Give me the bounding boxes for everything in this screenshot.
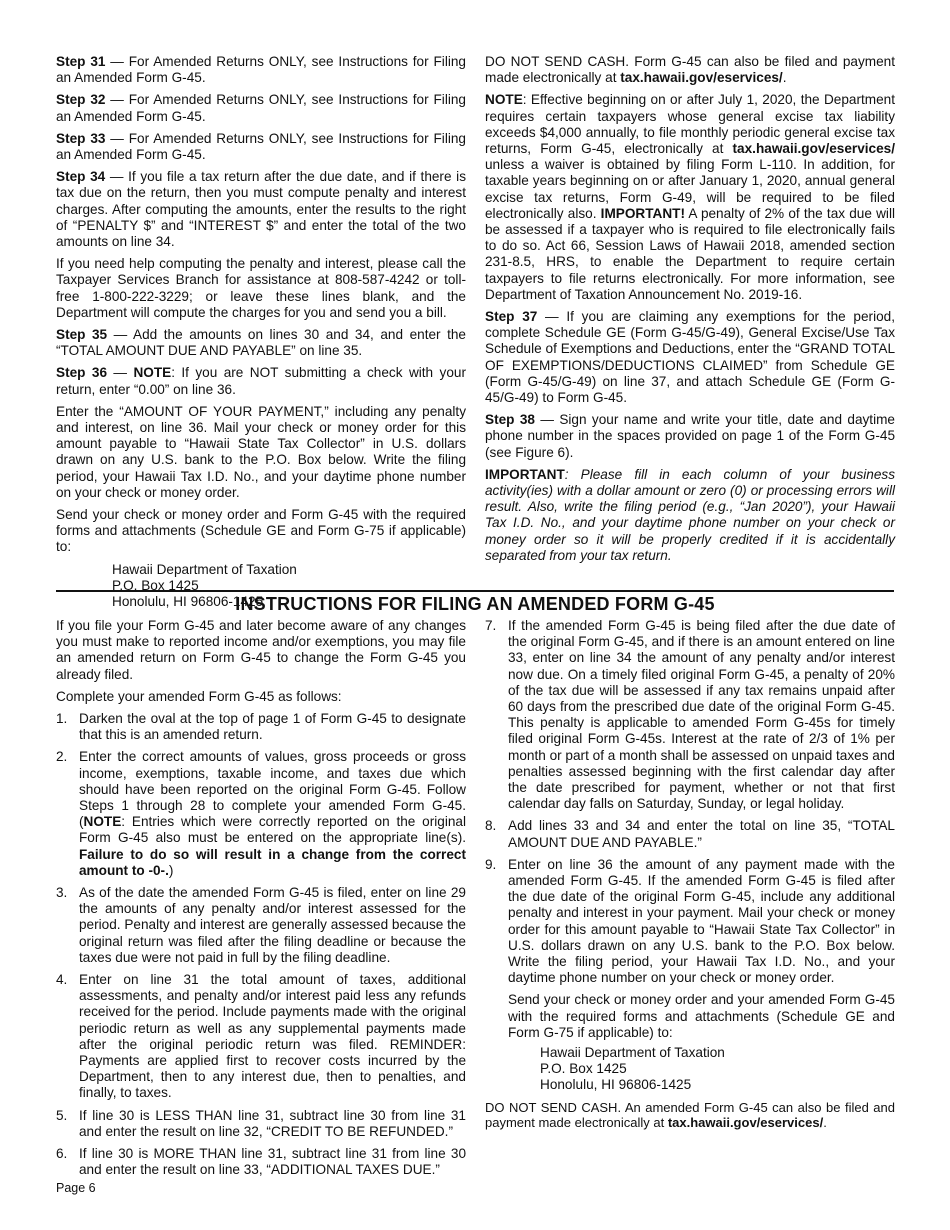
address-line: Honolulu, HI 96806-1425 (540, 1077, 692, 1093)
cash-paragraph: DO NOT SEND CASH. Form G-45 can also be filed and payment made electronically at tax.hawaii.gov/eservices/. (485, 54, 895, 86)
list-item: 1. Darken the oval at the top of page 1 of Form G-45 to designate that this is an amended return. (56, 711, 466, 743)
complete-text: Complete your amended Form G-45 as follows: (56, 688, 342, 704)
bottom-left-column (56, 618, 466, 1185)
send-paragraph: Send your check or money order and Form G-45 with the required forms and attachments (Schedule GE and Form G-75 if applicable) to: (56, 507, 466, 555)
step-34: Step 34 — If you file a tax return after the due date, and if there is tax due on the return, then you must compute penalty and interest charges. After computing the amounts, enter the results to the right of “PENALTY $” and “INTEREST $” and enter the total of the two amounts on line 34. (56, 169, 466, 250)
list-item: 8. Add lines 33 and 34 and enter the total on line 35, “TOTAL AMOUNT DUE AND PAYABLE.” (485, 818, 895, 850)
list-item: 2. Enter the correct amounts of values, gross proceeds or gross income, exemptions, taxable income, and taxes due which should have been reported on the original Form G-45. Follow Steps 1 through 28 to complete your amended Form G-45. (NOTE: Entries which were correctly reported on the original Form G-45 also must be entered on the appropriate line(s). Failure to do so will result in a change from the correct amount to -0-.) (56, 749, 466, 878)
list-item: 3. As of the date the amended Form G-45 is filed, enter on line 29 the amounts of any penalty and/or interest assessed for the period. Penalty and interest are generally assessed because the original return was filed after the filing deadline or because the taxes due were not paid in full by the filing deadline. (56, 885, 466, 965)
step-37: Step 37 — If you are claiming any exemptions for the period, complete Schedule GE (Form G-45/G-49), General Excise/Use Tax Schedule of Exemptions and Deductions, enter the “GRAND TOTAL OF EXEMPTIONS/DEDUCTIONS CLAIMED” from Schedule GE (Form G-45/G-49) on line 37, and attach Schedule GE (Form G-45/G-49) to Form G-45. (485, 309, 895, 406)
list-item: 7. If the amended Form G-45 is being filed after the due date of the original Form G-45, and if there is an amount entered on line 33, enter on line 34 the amount of any penalty and/or interest now due. On a timely filed original Form G-45, a penalty of 20% of the tax due will be assessed if any tax remains unpaid after 60 days from the prescribed due date of the original Form G-45. This penalty is applicable to amended Form G-45s for timely filed original Form G-45s. Interest at the rate of 2/3 of 1% per month or part of a month shall be assessed on unpaid taxes and penalties assessed beginning with the first calendar day after the date prescribed for payment, whether or not that first calendar day falls on Saturday, Sunday, or legal holiday. (485, 618, 895, 812)
address-line: Honolulu, HI 96806-1425 (112, 594, 264, 610)
step-35: Step 35 — Add the amounts on lines 30 and 34, and enter the “TOTAL AMOUNT DUE AND PAYABLE” on line 35. (56, 327, 466, 359)
section-title: INSTRUCTIONS FOR FILING AN AMENDED FORM G-45 (235, 594, 715, 614)
note-paragraph: NOTE: Effective beginning on or after July 1, 2020, the Department requires certain taxpayers whose general excise tax liability exceeds $4,000 annually, to file monthly periodic general excise tax returns, Form G-45, electronically at tax.hawaii.gov/eservices/ unless a waiver is obtained by filing Form L-110. In addition, for taxable years beginning on or after January 1, 2020, annual general excise tax returns, Form G-49, will be required to be filed electronically also. IMPORTANT! A penalty of 2% of the tax due will be assessed if a taxpayer who is required to file electronically fails to do so. Act 66, Session Laws of Hawaii 2018, amended section 231-8.5, HRS, to enable the Department to require certain taxpayers to file returns electronically. For more information, see Department of Taxation Announcement No. 2019-16. (485, 92, 895, 302)
mailing-address (540, 1045, 895, 1094)
page-number: Page 6 (56, 1181, 96, 1195)
send-paragraph: Send your check or money order and your amended Form G-45 with the required forms and attachments (Schedule GE and Form G-75 if applicable) to: (508, 992, 895, 1040)
list-item: 6. If line 30 is MORE THAN line 31, subtract line 31 from line 30 and enter the result on line 33, “ADDITIONAL TAXES DUE.” (56, 1146, 466, 1178)
amended-intro: If you file your Form G-45 and later become aware of any changes you must make to reported income and/or exemptions, you may file an amended return on Form G-45 to change the Form G-45 you already filed. (56, 618, 466, 682)
step-31: Step 31 — For Amended Returns ONLY, see Instructions for Filing an Amended Form G-45. (56, 54, 466, 86)
bottom-right-column (485, 618, 895, 1137)
section-divider (56, 590, 894, 592)
address-line: P.O. Box 1425 (540, 1061, 627, 1077)
help-paragraph: If you need help computing the penalty and interest, please call the Taxpayer Services Branch for assistance at 808-587-4242 or toll-free 1-800-222-3229; or leave these lines blank, and the Department will compute the charges for you and send you a bill. (56, 256, 466, 320)
list-item: 9. Enter on line 36 the amount of any payment made with the amended Form G-45. If the amended Form G-45 is filed after the due date of the original Form G-45, include any additional penalty and interest in your payment. Mail your check or money order for this amount payable to “Hawaii State Tax Collector” in U.S. dollars drawn on any U.S. bank to the P.O. Box below. Write the filing period, your Hawaii Tax I.D. No., and your daytime phone number on your check or money order. Send your check or money order and your amended Form G-45 with the required forms and attachments (Schedule GE and Form G-75 if applicable) to: Hawaii Department of Taxation P.O. Box 1425 Honolulu, HI 96806-1425 (485, 856, 895, 1093)
payment-paragraph: Enter the “AMOUNT OF YOUR PAYMENT,” including any penalty and interest, on line 36. Mail your check or money order for this amount payable to “Hawaii State Tax Collector” in U.S. dollars drawn on any U.S. bank to the P.O. Box below. Write the filing period, your Hawaii Tax I.D. No., and your daytime phone number on your check or money order. (56, 403, 466, 500)
eservices-link[interactable]: tax.hawaii.gov/eservices/ (620, 70, 783, 86)
eservices-link[interactable]: tax.hawaii.gov/eservices/ (667, 1115, 824, 1131)
cash-paragraph: DO NOT SEND CASH. An amended Form G-45 can also be filed and payment made electronically at tax.hawaii.gov/eservices/. (485, 1099, 895, 1131)
eservices-link[interactable]: tax.hawaii.gov/eservices/ (732, 141, 895, 157)
top-right-column (485, 54, 895, 570)
address-line: Hawaii Department of Taxation (112, 561, 297, 577)
step-38: Step 38 — Sign your name and write your title, date and daytime phone number in the spaces provided on page 1 of the Form G-45 (see Figure 6). (485, 412, 895, 460)
top-left-column (56, 54, 466, 616)
important-paragraph: IMPORTANT: Please fill in each column of your business activity(ies) with a dollar amount or zero (0) or processing errors will result. Also, write the filing period (e.g., “Jan 2020”), your Hawaii Tax I.D. No., and your daytime phone number on your check or money order so it will be properly credited if it is accidentally separated from your tax return. (485, 466, 895, 563)
list-item: 5. If line 30 is LESS THAN line 31, subtract line 30 from line 31 and enter the result on line 32, “CREDIT TO BE REFUNDED.” (56, 1107, 466, 1139)
step-32: Step 32 — For Amended Returns ONLY, see Instructions for Filing an Amended Form G-45. (56, 92, 466, 124)
address-line: P.O. Box 1425 (112, 577, 199, 593)
step-33: Step 33 — For Amended Returns ONLY, see Instructions for Filing an Amended Form G-45. (56, 130, 466, 163)
address-line: Hawaii Department of Taxation (540, 1045, 725, 1061)
list-item: 4. Enter on line 31 the total amount of taxes, additional assessments, and penalty and/or interest paid less any refunds received for the period. Include payments made with the original periodic return as well as any supplemental payments made after the original periodic return was filed. REMINDER: Payments are applied first to recover costs incurred by the Department, then to any interest due, then to penalties, and finally, to taxes. (56, 972, 466, 1101)
step-36: Step 36 — NOTE: If you are NOT submitting a check with your return, enter “0.00” on line 36. (56, 365, 466, 397)
